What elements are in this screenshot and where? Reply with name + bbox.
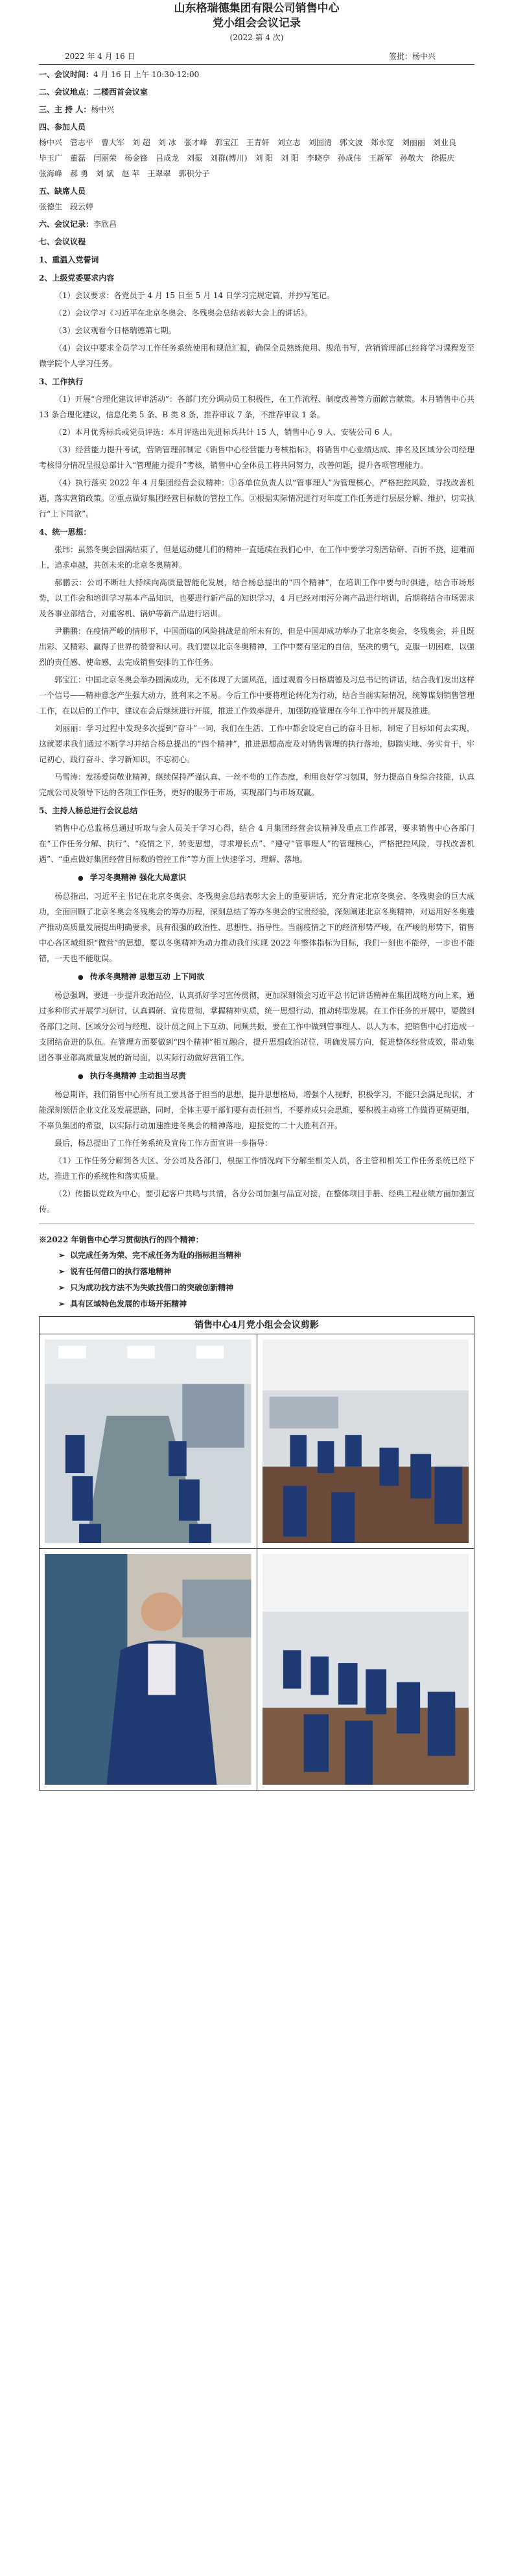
attendee-name: 刘群(博川) <box>210 154 248 163</box>
agenda-3-paragraphs <box>39 391 474 522</box>
attendee-name: 刘 超 <box>132 138 150 147</box>
attendee-name: 郭文波 <box>339 138 363 147</box>
attendee-name: 赵 苹 <box>121 169 140 178</box>
agenda-2-paragraph: （3）会议观看今日格瑞德第七期。 <box>54 326 176 335</box>
four-spirits-list <box>39 1247 474 1312</box>
agenda-item-5: 5、主持人杨总进行会议总结 <box>39 806 138 815</box>
issue-number: (2022 第 4 次) <box>229 33 284 42</box>
attendee-name: 刘 冰 <box>158 138 176 147</box>
attendee-name: 郝 勇 <box>70 169 88 178</box>
agenda-3-paragraph: （2）本月优秀标兵或党员评选：本月评选出先进标兵共计 15 人，销售中心 9 人、安装公司 6 人。 <box>54 428 398 437</box>
agenda-4-paragraphs <box>39 542 474 800</box>
summary-paragraph: 销售中心总监杨总通过听取与会人员关于学习心得，结合 4 月集团经营会议精神及重点工作部署，要求销售中心各部门在“工作任务分解、执行”、“疫情之下，转变思想，寻求增长点”、“遵守“管事理人”的管理核心，严格把控风险，寻找改善机遇”、“重点做好集团经营目标数的管控工作”等方面上快速学习、理解、落地。 <box>39 824 474 864</box>
attendee-name: 刘丽丽 <box>401 138 425 147</box>
attendee-name: 管志平 <box>70 138 94 147</box>
attendee-name: 毕玉广 <box>39 154 63 163</box>
agenda-item-2: 2、上级党委要求内容 <box>39 273 115 283</box>
meta-row <box>39 44 474 65</box>
spirit-paragraph-3: 杨总期许，我们销售中心所有员工要具备于担当的思想，提升思想格局，增强个人视野，积极学习，不能只会满足现状，才能深刻领悟企业文化及发展思路，同时，全体主要干部们要有责任担当，不要养成只会思维，要积极主动将工作做得更精更细，不辜负集团的希望，以实际行动加速推进冬奥会的精神落地，迎接党的二十大胜利召开。 <box>39 1090 475 1130</box>
agenda-2-paragraph: （1）会议要求：各党员于 4 月 15 日至 5 月 14 日学习完规定篇，并抄写笔记。 <box>54 291 334 300</box>
closing-items <box>39 1153 474 1217</box>
attendee-name: 王青轩 <box>246 138 270 147</box>
attendee-name: 李晓亭 <box>307 154 331 163</box>
spirit-paragraph-1: 杨总指出，习近平主书记在北京冬奥会、冬残奥会总结表彰大会上的重要讲话，充分肯定北京冬奥会、冬残奥会的巨大成功，全面回顾了北京冬奥会冬残奥会的筹办历程，深刻总结了筹办冬奥会的宝贵经验，深刻阐述北京冬奥精神，对运用好冬奥遗产推动高质量发展提出明确要求，具有很强的政治性、思想性、指导性。当前疫情之下的经济形势严峻，在严峻的形势下，销售中心各区域组织“做营”的思想，要以冬奥精神为动力推动我们实现 2022 年整体指标为目标，我们一刻也不能停，一步也不能错，一天也不能耽误。 <box>39 892 475 963</box>
photo-meeting-room-2 <box>257 1334 474 1548</box>
absent-heading: 五、缺席人员 <box>39 187 86 196</box>
agenda-3-paragraph: （3）经营能力提升考试，营销管理部制定《销售中心经营能力考核指标》，将销售中心业绩达成、排名及区域分公司经理考核得分情况呈报总部计入“管理能力提升”考核，销售中心全体员工将共同努力，改善问题，提升各项管理能力。 <box>39 445 474 470</box>
agenda-item-3: 3、工作执行 <box>39 377 84 386</box>
closing-item: （1）工作任务分解到各大区、分公司及各部门，根据工作情况向下分解至相关人员，各主管和相关工作任务系统已经下达，推进工作的系统性和落实质量。 <box>39 1156 474 1181</box>
agenda-2-paragraph: （4）会议中要求全员学习工作任务系统使用和规范汇报，确保全员熟练使用、规范书写，营销管理部已经将学习课程发至微学院个人学习任务。 <box>39 343 474 368</box>
attendee-name: 刘 阳 <box>281 154 299 163</box>
meeting-date: 2022 年 4 月 16 日 <box>65 52 135 61</box>
attendee-name: 曹大军 <box>101 138 125 147</box>
photo-attendees <box>257 1549 474 1790</box>
document-page <box>39 0 474 1791</box>
attendee-name: 董磊 <box>70 154 86 163</box>
absent-name: 段云婷 <box>70 202 94 211</box>
attendee-name: 刘业良 <box>432 138 456 147</box>
absent-list <box>39 199 474 215</box>
attendee-name: 吕成龙 <box>156 154 180 163</box>
closing-item: （2）传播以党政为中心，要引起客户共鸣与共情，各分公司加强与品宣对接，在整体项目手册、经典工程业绩方面加强宣传。 <box>39 1189 474 1214</box>
attendee-name: 王翠翠 <box>147 169 171 178</box>
attendee-name: 张才峰 <box>183 138 207 147</box>
four-spirits-note: ※2022 年销售中心学习贯彻执行的四个精神： <box>39 1235 204 1244</box>
attendee-name: 刘振 <box>187 154 203 163</box>
attendees-heading: 四、参加人员 <box>39 122 86 132</box>
agenda-4-paragraph: 尹鹏鹏：在疫情严峻的情形下，中国面临的风险挑战是前所未有的，但是中国却成功举办了北京冬奥会，冬残奥会，并且既出彩、又精彩、赢得了世界的赞誉和认可。我们要以北京冬奥精神，工作中要有坚定的自信，坚决的勇气，克服一切困难，以强烈的责任感、使命感，去完成销售安排的工作任务。 <box>39 627 475 667</box>
photo-table-title: 销售中心4月党小组会会议剪影 <box>40 1317 474 1334</box>
agenda-2-paragraph: （2）会议学习《习近平在北京冬奥会、冬残奥会总结表彰大会上的讲话》。 <box>54 308 312 318</box>
attendee-name: 王新军 <box>369 154 393 163</box>
spirit-subheading-1: ● 学习冬奥精神 强化大局意识 <box>39 870 474 887</box>
attendee-name: 郑永宽 <box>370 138 394 147</box>
agenda-3-paragraph: （4）执行落实 2022 年 4 月集团经营会议精神：①各单位负责人以“管事理人”为管理核心，严格把控风险，寻找改善机遇，落实营销政策。②重点做好集团经营目标数的管控工作。③根据实际情况进行对年度工作任务进行层层分解、维护，切实执行“上下同欲”。 <box>39 478 475 518</box>
spirit-item: ➢ 只为成功找方法不为失败找借口的突破创新精神 <box>39 1280 474 1296</box>
agenda-heading: 七、会议议程 <box>39 237 86 246</box>
attendee-name: 闫丽荣 <box>93 154 117 163</box>
attendee-name: 徐振庆 <box>431 154 455 163</box>
attendee-name: 杨中兴 <box>39 138 63 147</box>
recorder-row: 六、会议记录：李欣昌 <box>39 220 117 229</box>
spirit-item: ➢ 说有任何借口的执行落地精神 <box>39 1264 474 1280</box>
agenda-item-1: 1、重温入党誓词 <box>39 255 99 264</box>
spirit-item: ➢ 具有区域特色发展的市场开拓精神 <box>39 1296 474 1312</box>
agenda-3-paragraph: （1）开展“合理化建议评审活动”：各部门充分调动员工积极性，在工作流程、制度改善等方面献言献策。本月销售中心共 13 条合理化建议，信息化类 5 条、B 类 8 条，推荐审议 7 条，不推荐审议 1 条。 <box>39 395 474 419</box>
attendee-name: 郭宝江 <box>215 138 239 147</box>
attendee-name: 张海峰 <box>39 169 63 178</box>
attendee-name: 孙成伟 <box>338 154 362 163</box>
agenda-4-paragraph: 刘丽丽：学习过程中发现多次提到“奋斗”一词，我们在生活、工作中都会设定自己的奋斗目标，制定了目标如何去实现，这就要求我们通过不断学习并结合杨总提出的“四个精神”，推进思想高度及对销售管理的执行落地，脚踏实地、务实肯干，牢记初心，践行奋斗、学习新知识，不忘初心。 <box>39 724 474 764</box>
absent-name: 张德生 <box>39 202 63 211</box>
agenda-2-paragraphs <box>39 288 474 371</box>
closing-paragraph: 最后，杨总提出了工作任务系统及宣传工作方面宣讲一步指导： <box>54 1139 273 1148</box>
attendees-list <box>39 135 474 181</box>
photo-meeting-room-1 <box>40 1334 257 1548</box>
spirit-subheading-2: ● 传承冬奥精神 思想互动 上下同欲 <box>39 969 474 986</box>
agenda-item-4: 4、统一思想： <box>39 528 91 537</box>
agenda-4-paragraph: 马雪涛：发扬爱岗敬业精神，继续保持严谨认真、一丝不苟的工作态度，利用良好学习氛围，努力提高自身综合技能，认真完成公司及领导下达的各项工作任务，更好的服务于市场，实现部门与市场双赢。 <box>39 772 475 797</box>
signer: 签批：杨中兴 <box>388 52 436 61</box>
photo-table <box>39 1316 474 1791</box>
agenda-4-paragraph: 张玮：虽然冬奥会圆满结束了，但是运动健儿们的精神一直延续在我们心中，在工作中要学习刻苦钻研、百折不挠，迎难而上，追求卓越，共创未来的北京冬奥精神。 <box>39 545 475 570</box>
spirit-item: ➢ 以完成任务为荣、完不成任务为耻的指标担当精神 <box>39 1247 474 1264</box>
agenda-4-paragraph: 郝鹏云：公司不断壮大持续向高质量智能化发展，结合杨总提出的“四个精神”，在培训工作中要与时俱进，结合市场形势，以工作会和培训学习基本产品知识，也要进行新产品的知识学习，4 月已经对雨污分离产品进行培训，后期将结合市场需求及各事业部结合，对重客机、锅炉等新产品进行培训。 <box>39 578 474 618</box>
host-row: 三、主 持 人：杨中兴 <box>39 105 115 114</box>
time-row: 一、会议时间：4 月 16 日 上午 10:30-12:00 <box>39 70 200 79</box>
attendee-name: 刘立志 <box>277 138 301 147</box>
attendee-name: 刘 斌 <box>95 169 114 178</box>
document-title: 党小组会会议记录 <box>213 17 301 30</box>
spirit-subheading-3: ● 执行冬奥精神 主动担当尽责 <box>39 1068 474 1085</box>
attendee-name: 杨金锋 <box>124 154 148 163</box>
place-row: 二、会议地点：二楼西首会议室 <box>39 87 148 97</box>
attendee-name: 刘国清 <box>308 138 332 147</box>
photo-speaker <box>40 1549 257 1790</box>
company-name: 山东格瑞德集团有限公司销售中心 <box>174 2 340 15</box>
attendee-name: 郭积分子 <box>178 169 210 178</box>
spirit-paragraph-2: 杨总强调，要进一步提升政治站位，认真抓好学习宣传贯彻，更加深刻领会习近平总书记讲话精神在集团战略方向上来，通过多种形式开展学习研讨，认真调研、宣传贯彻，掌握精神实质，统一思想行动，推动转型发展。在工作任务的开展中，要做到各部门之间、区域分公司与经理、设计员之间上下互动、同频共振，要在工作中做到管事理人、以人为本，把销售中心打造成一支团结奋进的队伍。在管理方面要做到“四个精神”相互融合，提升思想政治站位，明确发展方向，促进整体经营成效，带动集团各事业部高质量发展的新局面，以实际行动做好营销工作。 <box>39 991 475 1062</box>
attendee-name: 刘 阳 <box>255 154 274 163</box>
attendee-name: 孙敬大 <box>400 154 424 163</box>
agenda-4-paragraph: 郭宝江：中国北京冬奥会举办圆满成功，无不体现了大国风范，通过观看今日格瑞德及习总书记的讲话，结合我们发出这样一个信号——精神意念产生强大动力，胜利来之不易。今后工作中要将理论转化为行动，结合当前实际情况，统筹谋划销售管理工作，在以后的工作中，建议在会后继续进行开展，推进工作效率提升，加强防疫管理在今年工作中的开展及推进。 <box>39 675 475 715</box>
